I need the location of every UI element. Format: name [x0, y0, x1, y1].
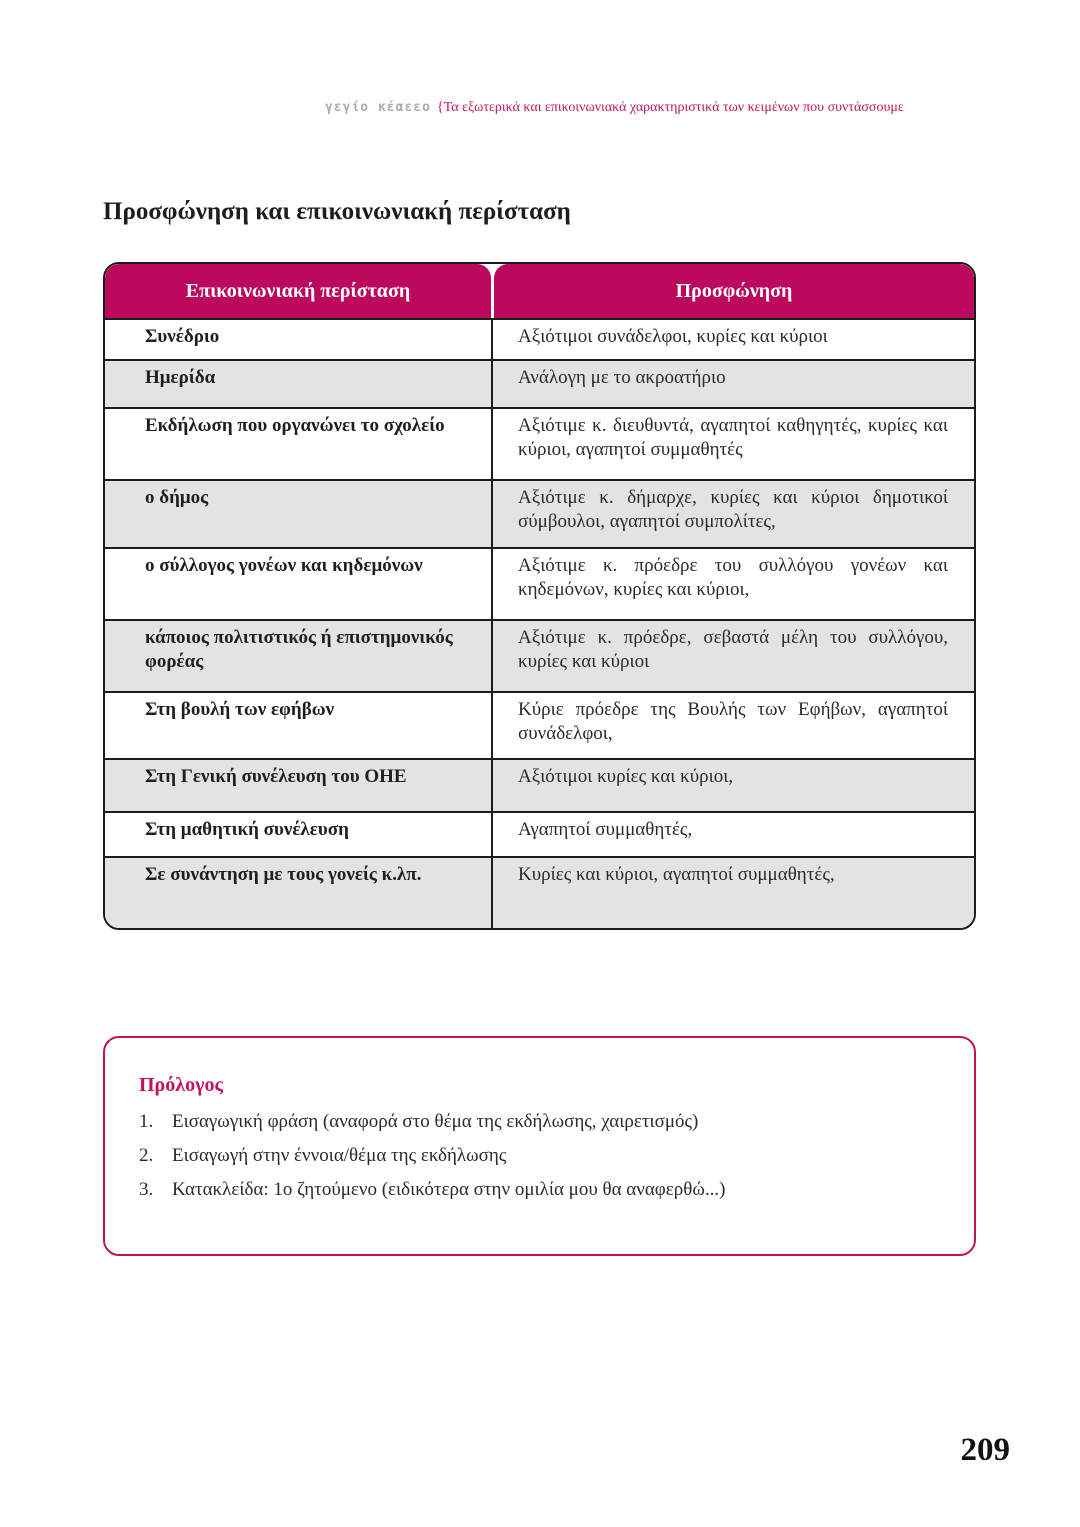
situation-cell: Εκδήλωση που οργανώνει το σχολείο — [105, 409, 493, 479]
situation-cell: ο σύλλογος γονέων και κηδεμόνων — [105, 549, 493, 619]
address-cell: Κυρίες και κύριοι, αγαπητοί συμμαθητές, — [518, 864, 835, 885]
list-item-text: Εισαγωγή στην έννοια/θέμα της εκδήλωσης — [172, 1145, 507, 1166]
situation-cell: Στη μαθητική συνέλευση — [105, 813, 493, 856]
address-cell: Κύριε πρόεδρε της Βουλής των Εφήβων, αγαπητοί συνάδελφοι, — [518, 699, 948, 744]
table-row — [105, 758, 974, 811]
list-item-text: Εισαγωγική φράση (αναφορά στο θέμα της εκδήλωσης, χαιρετισμός) — [172, 1111, 699, 1132]
list-item-number: 2. — [139, 1145, 154, 1166]
situation-cell: Σε συνάντηση με τους γονείς κ.λπ. — [105, 858, 493, 930]
situation-cell: Ημερίδα — [105, 361, 493, 407]
running-header-topic: {Τα εξωτερικά και επικοινωνιακά χαρακτηριστικά των κειμένων που συντάσσουμε — [436, 100, 904, 115]
prologue-box — [103, 1036, 976, 1256]
section-title: Προσφώνηση και επικοινωνιακή περίσταση — [103, 198, 571, 225]
list-item — [139, 1105, 940, 1139]
running-header-brand: γεγίο κέαεεο — [325, 100, 431, 115]
table-row — [105, 479, 974, 547]
situation-cell: ο δήμος — [105, 481, 493, 547]
address-cell: Αξιότιμοι κυρίες και κύριοι, — [518, 766, 734, 787]
prologue-title: Πρόλογος — [139, 1074, 223, 1096]
table-row — [105, 619, 974, 691]
situation-cell: Στη Γενική συνέλευση του ΟΗΕ — [105, 760, 493, 811]
column-header-address: Προσφώνηση — [494, 264, 974, 318]
running-header — [325, 100, 985, 116]
address-cell: Ανάλογη με το ακροατήριο — [518, 367, 726, 388]
list-item-number: 1. — [139, 1111, 154, 1132]
prologue-list — [139, 1105, 940, 1207]
list-item-number: 3. — [139, 1179, 154, 1200]
list-item — [139, 1139, 940, 1173]
situation-cell: Συνέδριο — [105, 320, 493, 359]
situation-cell: κάποιος πολιτιστικός ή επιστημονικός φορέας — [105, 621, 493, 691]
address-table — [103, 262, 976, 930]
address-cell: Αξιότιμε κ. πρόεδρε του συλλόγου γονέων και κηδεμόνων, κυρίες και κύριοι, — [518, 555, 948, 600]
list-item — [139, 1173, 940, 1207]
table-row — [105, 856, 974, 930]
address-cell: Αξιότιμοι συνάδελφοι, κυρίες και κύριοι — [518, 326, 828, 347]
table-row — [105, 359, 974, 407]
table-row — [105, 407, 974, 479]
situation-cell: Στη βουλή των εφήβων — [105, 693, 493, 758]
page-number: 209 — [960, 1432, 1010, 1468]
table-row — [105, 547, 974, 619]
address-cell: Αξιότιμε κ. πρόεδρε, σεβαστά μέλη του συλλόγου, κυρίες και κύριοι — [518, 627, 948, 672]
table-row — [105, 318, 974, 359]
table-row — [105, 811, 974, 856]
table-row — [105, 691, 974, 758]
address-cell: Αγαπητοί συμμαθητές, — [518, 819, 693, 840]
address-cell: Αξιότιμε κ. δήμαρχε, κυρίες και κύριοι δημοτικοί σύμβουλοι, αγαπητοί συμπολίτες, — [518, 487, 948, 532]
column-header-situation: Επικοινωνιακή περίσταση — [105, 264, 491, 318]
address-cell: Αξιότιμε κ. διευθυντά, αγαπητοί καθηγητές, κυρίες και κύριοι, αγαπητοί συμμαθητές — [518, 415, 948, 460]
table-header — [105, 264, 974, 318]
list-item-text: Κατακλείδα: 1ο ζητούμενο (ειδικότερα στην ομιλία μου θα αναφερθώ...) — [172, 1179, 726, 1200]
